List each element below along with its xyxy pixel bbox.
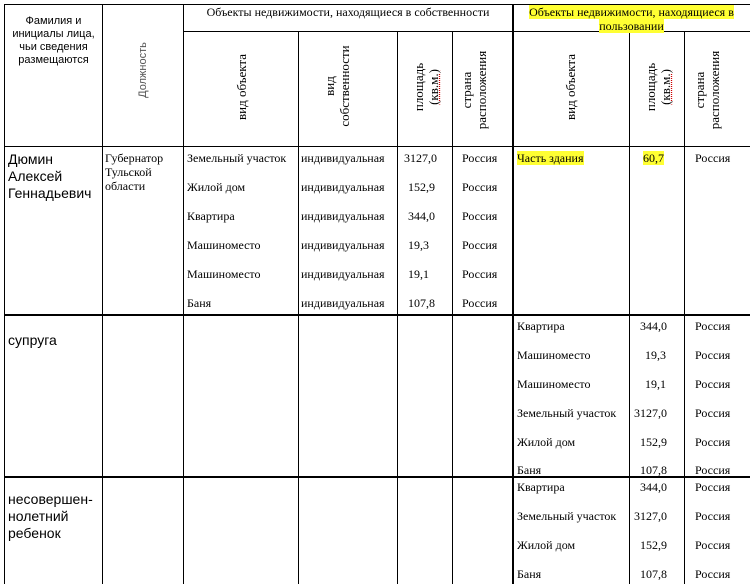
row1-used-type-1 <box>517 151 584 165</box>
header-used-area-a: площадь <box>643 62 658 112</box>
header-position: Должность <box>137 42 149 98</box>
row2-used-country-4: Россия <box>695 406 731 420</box>
row2-used-type-1: Квартира <box>517 319 565 333</box>
row1-owned-area-4: 19,3 <box>408 238 429 252</box>
header-owned-area-a: площадь <box>411 62 426 112</box>
header-used-area <box>643 42 673 132</box>
row2-used-country-1: Россия <box>695 319 731 333</box>
row2-name: супруга <box>8 332 57 348</box>
row1-name: Дюмин Алексей Геннадьевич <box>8 151 92 201</box>
header-owned-type: вид объекта <box>234 54 249 120</box>
header-used-group-text: Объекты недвижимости, находящиеся в пользовании <box>529 5 734 33</box>
header-owned-ownership: вид собственности <box>322 45 352 127</box>
header-owned-group: Объекты недвижимости, находящиеся в собственности <box>206 5 490 19</box>
row1-owned-country-1: Россия <box>462 151 498 165</box>
row1-owned-ownership-2: индивидуальная <box>301 180 385 194</box>
row2-used-country-5: Россия <box>695 435 731 449</box>
row3-used-country-2: Россия <box>695 509 731 523</box>
row1-owned-type-5: Машиноместо <box>187 267 261 281</box>
row2-used-area-1: 344,0 <box>640 319 667 333</box>
row1-owned-country-5: Россия <box>462 267 498 281</box>
row3-name: несовершен-нолетний ребенок <box>8 491 93 541</box>
row2-used-type-3: Машиноместо <box>517 377 591 391</box>
col-line-5 <box>452 31 453 584</box>
row3-used-area-1: 344,0 <box>640 480 667 494</box>
row2-used-area-5: 152,9 <box>640 435 667 449</box>
col-line-8 <box>684 31 685 584</box>
row3-used-type-2: Земельный участок <box>517 509 617 523</box>
col-line-2 <box>183 4 184 584</box>
row3-used-country-3: Россия <box>695 538 731 552</box>
row1-owned-type-1: Земельный участок <box>187 151 287 165</box>
row1-owned-ownership-4: индивидуальная <box>301 238 385 252</box>
header-bottom-line <box>4 146 750 147</box>
header-owned-country: страна расположения <box>459 50 489 130</box>
row2-used-country-6: Россия <box>695 463 731 477</box>
row2-used-area-6: 107,8 <box>640 463 667 477</box>
row2-used-type-4: Земельный участок <box>517 406 617 420</box>
row2-used-type-6: Баня <box>517 463 542 477</box>
header-owned-area <box>411 42 441 132</box>
row3-used-type-4: Баня <box>517 567 542 581</box>
col-line-7 <box>629 31 630 584</box>
row1-used-area-1-text: 60,7 <box>643 151 664 165</box>
row1-owned-country-3: Россия <box>462 209 498 223</box>
header-used-country: страна расположения <box>692 50 722 130</box>
col-line-0 <box>4 4 5 584</box>
row1-owned-ownership-1: индивидуальная <box>301 151 385 165</box>
header-owned-area-b: (кв.м.) <box>426 69 441 105</box>
row1-owned-area-1: 3127,0 <box>404 151 437 165</box>
row1-owned-type-2: Жилой дом <box>187 180 246 194</box>
row-divider-1 <box>4 314 750 316</box>
row1-used-type-1-text: Часть здания <box>517 151 584 165</box>
col-line-4 <box>397 31 398 584</box>
header-used-area-b: (кв.м.) <box>658 69 673 105</box>
row3-used-area-3: 152,9 <box>640 538 667 552</box>
row1-owned-ownership-5: индивидуальная <box>301 267 385 281</box>
col-line-3 <box>298 31 299 584</box>
row2-used-area-2: 19,3 <box>645 348 666 362</box>
row1-owned-ownership-3: индивидуальная <box>301 209 385 223</box>
header-used-group <box>515 5 748 33</box>
row1-owned-area-6: 107,8 <box>408 296 435 310</box>
row1-used-country-1: Россия <box>695 151 731 165</box>
row3-used-type-1: Квартира <box>517 480 565 494</box>
row1-owned-country-2: Россия <box>462 180 498 194</box>
row1-owned-area-3: 344,0 <box>408 209 435 223</box>
row1-owned-area-5: 19,1 <box>408 267 429 281</box>
header-used-type: вид объекта <box>563 54 578 120</box>
header-fio: Фамилия и инициалы лица, чьи сведения размещаются <box>12 15 95 66</box>
row1-owned-country-6: Россия <box>462 296 498 310</box>
row-divider-2 <box>4 476 750 478</box>
row1-owned-type-6: Баня <box>187 296 212 310</box>
col-line-6 <box>512 4 514 584</box>
row2-used-country-2: Россия <box>695 348 731 362</box>
col-line-1 <box>102 4 103 584</box>
row1-position: Губернатор Тульской области <box>105 151 164 193</box>
row1-used-area-1 <box>643 151 664 165</box>
row2-used-country-3: Россия <box>695 377 731 391</box>
row1-owned-type-3: Квартира <box>187 209 235 223</box>
row3-used-type-3: Жилой дом <box>517 538 576 552</box>
row3-used-country-4: Россия <box>695 567 731 581</box>
row2-used-type-2: Машиноместо <box>517 348 591 362</box>
row2-used-type-5: Жилой дом <box>517 435 576 449</box>
row1-owned-area-2: 152,9 <box>408 180 435 194</box>
row3-used-country-1: Россия <box>695 480 731 494</box>
row1-owned-country-4: Россия <box>462 238 498 252</box>
row2-used-area-4: 3127,0 <box>634 406 667 420</box>
row3-used-area-2: 3127,0 <box>634 509 667 523</box>
row1-owned-ownership-6: индивидуальная <box>301 296 385 310</box>
row1-owned-type-4: Машиноместо <box>187 238 261 252</box>
row3-used-area-4: 107,8 <box>640 567 667 581</box>
row2-used-area-3: 19,1 <box>645 377 666 391</box>
